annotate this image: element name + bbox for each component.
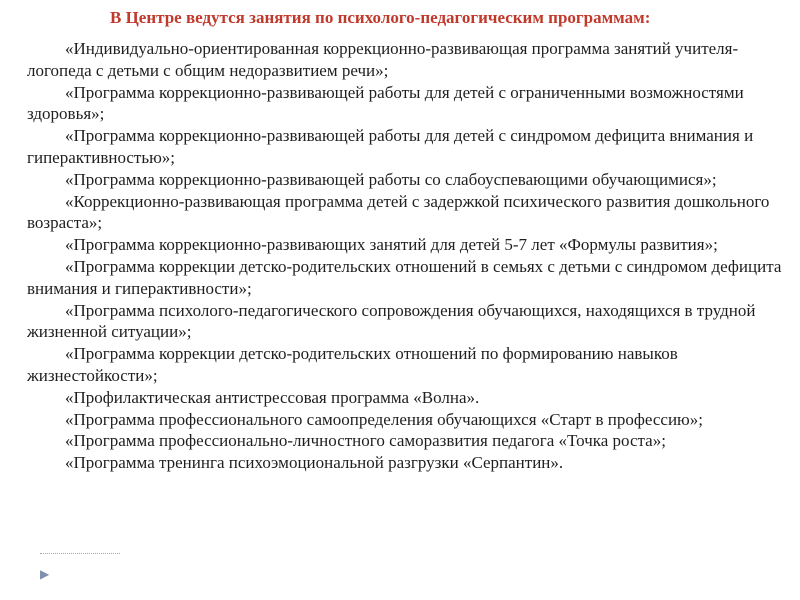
program-item: «Программа коррекции детско-родительских отношений по формированию навыков жизнестойкости»; bbox=[27, 344, 678, 385]
program-item: «Программа коррекционно-развивающих занятий для детей 5-7 лет «Формулы развития»; bbox=[65, 235, 718, 255]
decorative-divider bbox=[40, 553, 120, 554]
slide-heading: В Центре ведутся занятия по психолого-педагогическим программам: bbox=[110, 8, 651, 27]
program-item: «Программа коррекционно-развивающей работы для детей с ограниченными возможностями здоровья»; bbox=[27, 82, 744, 124]
program-item: «Программа коррекции детско-родительских отношений в семьях с детьми с синдромом дефицита внимания и гиперактивности»; bbox=[27, 256, 782, 298]
program-item: «Программа профессионально-личностного саморазвития педагога «Точка роста»; bbox=[65, 431, 666, 451]
program-list bbox=[27, 38, 795, 474]
arrow-right-icon: ▶ bbox=[40, 567, 50, 581]
program-item: «Программа тренинга психоэмоциональной разгрузки «Серпантин». bbox=[65, 453, 564, 473]
program-item: «Профилактическая антистрессовая программа «Волна». bbox=[65, 387, 480, 407]
program-item: «Программа профессионального самоопределения обучающихся «Старт в профессию»; bbox=[65, 409, 703, 429]
program-item: «Программа коррекционно-развивающей работы для детей с синдромом дефицита внимания и гиперактивностью»; bbox=[27, 126, 754, 167]
program-item: «Программа психолого-педагогического сопровождения обучающихся, находящихся в трудной жизненной ситуации»; bbox=[27, 300, 756, 342]
program-item: «Коррекционно-развивающая программа детей с задержкой психического развития дошкольного возраста»; bbox=[27, 191, 770, 233]
program-item: «Программа коррекционно-развивающей работы со слабоуспевающими обучающимися»; bbox=[65, 169, 717, 189]
program-item: «Индивидуально-ориентированная коррекционно-развивающая программа занятий учителя-логопеда с детьми с общим недоразвитием речи»; bbox=[27, 39, 739, 80]
